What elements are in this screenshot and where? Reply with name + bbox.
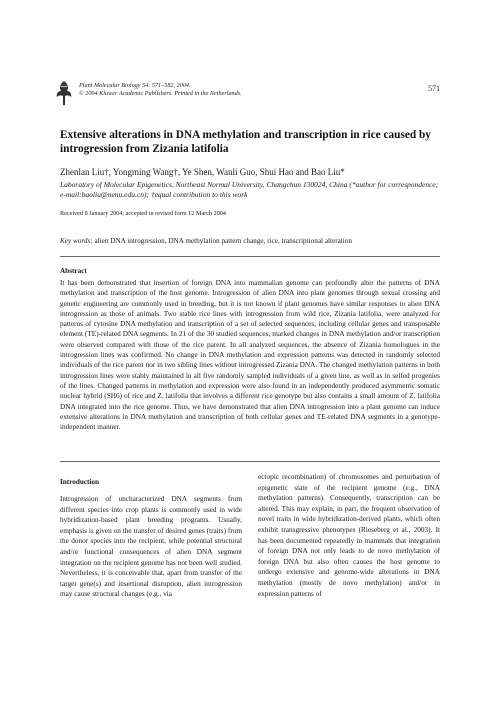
author-list: Zhenlan Liu†, Yongming Wang†, Ye Shen, Wanli Guo, Shui Hao and Bao Liu*: [60, 167, 345, 177]
page-number: 571: [428, 84, 440, 93]
received-dates: Received 8 January 2004; accepted in revised form 12 March 2004: [60, 210, 226, 217]
divider-bottom: [60, 461, 440, 462]
introduction-heading: Introduction: [60, 478, 100, 486]
abstract-text: It has been demonstrated that insertion of foreign DNA into mammalian genome can profoundly alter the patterns of DNA methylation and transcription of the host genome. Introgression of alien DNA into plant genomes through sexual crossing and genetic engineering are commonly used in breeding, but it is not known if plant genomes have similar responses to alien DNA introgression as those of animals. Two stable rice lines with introgression from wild rice, Zizania latifolia, were analyzed for patterns of cytosine DNA methylation and transcription of a set of selected sequences, including cellular genes and transposable element (TE)-related DNA segments. In 21 of the 30 studied sequences, marked changes in DNA methylation and/or transcription were observed compared with those of the rice parent. In all analyzed sequences, the absence of Zizania homologues in the introgression lines was confirmed. No change in DNA methylation and expression patterns was detected in randomly selected individuals of the rice parent nor in two sibling lines without introgressed Zizania DNA. The changed methylation patterns in both introgression lines were stably maintained in all five randomly sampled individuals of a given line, as well as in selfed progenies of the lines. Changed patterns in methylation and expression were also found in an independently produced asymmetric somatic nuclear hybrid (SH6) of rice and Z. latifolia that involves a different rice genotype but also contains a small amount of Z. latifolia DNA integrated into the rice genome. Thus, we have demonstrated that alien DNA introgression into a plant genome can induce extensive alterations in DNA methylation and transcription of both cellular genes and TE-related DNA segments in a genotype-independent manner.: [60, 279, 440, 432]
article-title: Extensive alterations in DNA methylation and transcription in rice caused by introgression from Zizania latifolia: [60, 129, 431, 155]
publisher-logo-icon: [55, 80, 73, 106]
copyright-line: © 2004 Kluwer Academic Publishers. Printed in the Netherlands.: [79, 90, 242, 97]
affiliation: Laboratory of Molecular Epigenetics, Northeast Normal University, Changchun 130024, China (*author for correspondence; e-mail:baoliu@nenu.edu.cn); †equal contribution to this work: [60, 180, 439, 199]
keywords-label: Key words:: [60, 237, 93, 245]
divider-top: [60, 256, 440, 257]
journal-citation: Plant Molecular Biology 54: 571–582, 2004.: [79, 82, 191, 89]
journal-header: [55, 78, 440, 110]
keywords-text: alien DNA introgression, DNA methylation pattern change, rice, transcriptional alteration: [94, 237, 352, 245]
introduction-left-column: Introgression of uncharacterized DNA segments from different species into crop plants is commonly used in wide hybridization-based plant breeding programs. Usually, emphasis is given on the transfer of desired genes (traits) from the donor species into the recipient, while potential structural and/or functional consequences of alien DNA segment integration on the recipient genome has not been well studied. Nevertheless, it is conceivable that, apart from transfer of the target gene(s) and insertional disruption, alien introgression may cause structural changes (e.g., via: [60, 495, 242, 599]
keywords: [60, 237, 445, 246]
introduction-right-column: ectopic recombination) of chromosomes and perturbation of epigenetic state of the recipient genome (e.g., DNA methylation patterns). Consequently, transcription can be altered. This may explain, in part, the frequent observation of novel traits in wide hybridization-derived plants, which often exhibit transgressive phenotypes (Rieseberg et al., 2003). It has been documented repeatedly in mammals that integration of foreign DNA not only leads to de novo methylation of foreign DNA but also often causes the host genome to undergo extensive and genome-wide alterations in DNA methylation (mostly de novo methylation) and/or in expression patterns of: [258, 473, 440, 598]
abstract-heading: Abstract: [60, 267, 87, 275]
